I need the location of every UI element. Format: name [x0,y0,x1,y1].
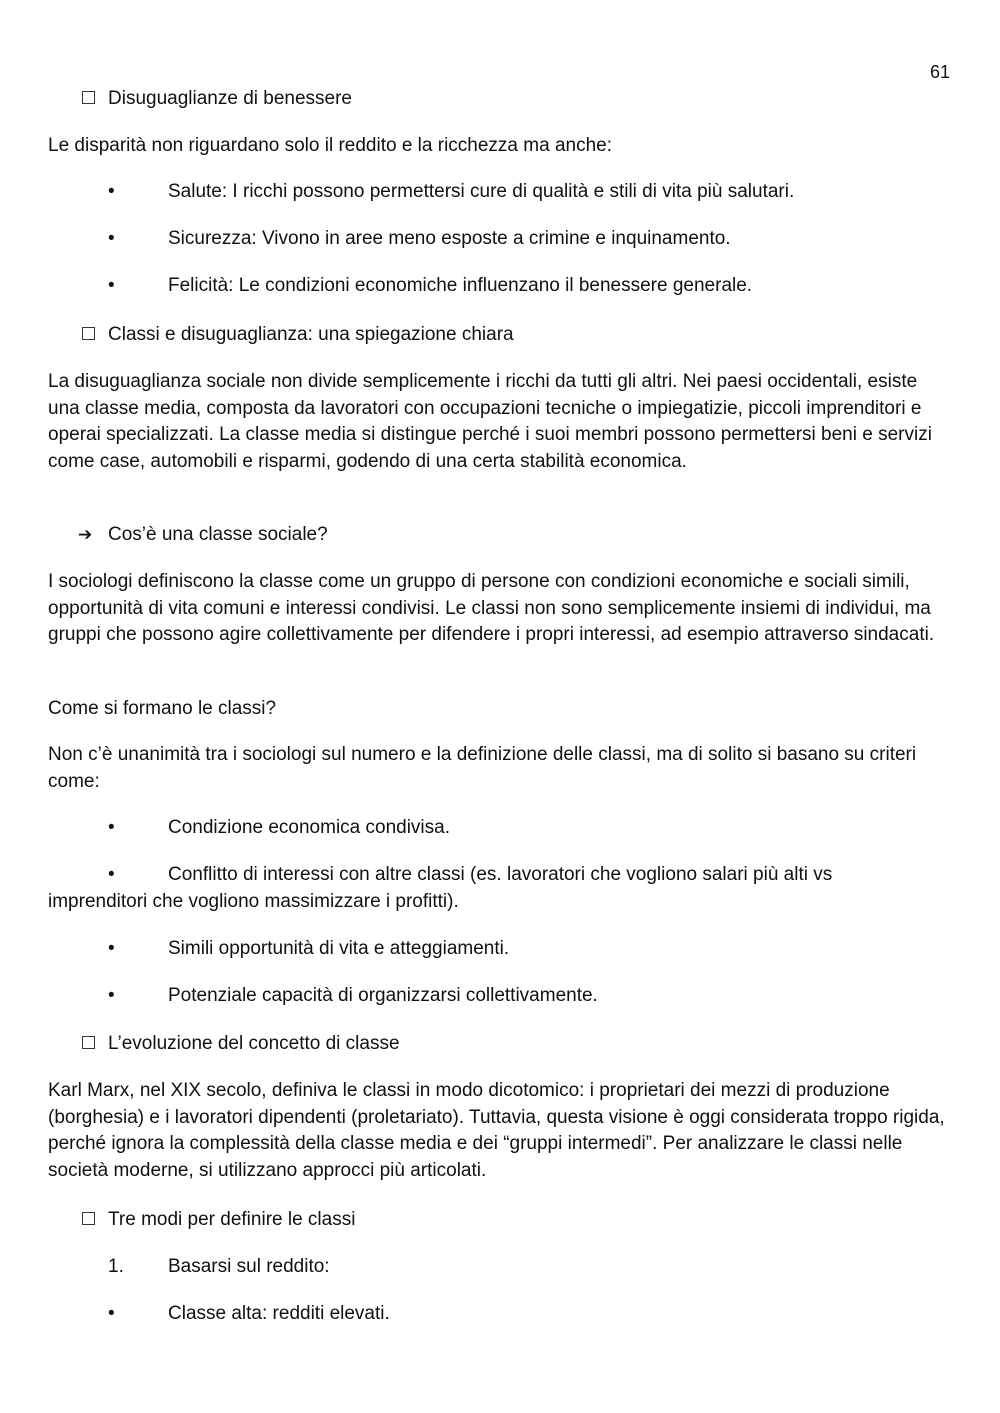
evoluzione-paragraph: Karl Marx, nel XIX secolo, definiva le classi in modo dicotomico: i proprietari dei mezzi di produzione (borghesia) e i lavoratori dipendenti (proletariato). Tuttavia, questa visione è oggi considerata troppo rigida, perché ignora la complessità della classe media e dei “gruppi intermedi”. Per analizzare le classi nelle società moderne, si utilizzano approcci più articolati. [48,1080,945,1181]
page-number: 61 [930,62,951,82]
bullet-icon: • [108,275,115,296]
list-number: 1. [108,1256,124,1277]
criteria-item: Condizione economica condivisa. [168,817,450,838]
list-item-sicurezza: Sicurezza: Vivono in aree meno esposte a crimine e inquinamento. [168,228,731,249]
section-heading-benessere: Disuguaglianze di benessere [108,88,352,109]
checkbox-icon[interactable] [82,327,95,340]
classi-paragraph: La disuguaglianza sociale non divide semplicemente i ricchi da tutti gli altri. Nei paesi occidentali, esiste una classe media, composta da lavoratori con occupazioni tecniche o impiegatizie, piccoli imprenditori e operai specializzati. La classe media si distingue perché i suoi membri possono permettersi beni e servizi come case, automobili e risparmi, godendo di una certa stabilità economica. [48,371,932,472]
bullet-icon: • [108,228,115,249]
bullet-icon: • [108,181,115,202]
section-heading-evoluzione: L’evoluzione del concetto di classe [108,1033,400,1054]
section-heading-classi: Classi e disuguaglianza: una spiegazione chiara [108,324,514,345]
criteria-intro-paragraph: Non c’è unanimità tra i sociologi sul numero e la definizione delle classi, ma di solito si basano su criteri come: [48,744,917,792]
definition-paragraph: I sociologi definiscono la classe come un gruppo di persone con condizioni economiche e sociali simili, opportunità di vita comuni e interessi condivisi. Le classi non sono semplicemente insiemi di individui, ma gruppi che possono agire collettivamente per difendere i propri interessi, ad esempio attraverso sindacati. [48,571,935,645]
numbered-item-reddito: Basarsi sul reddito: [168,1256,330,1277]
list-item-felicita: Felicità: Le condizioni economiche influenzano il benessere generale. [168,275,753,296]
arrow-icon: ➔ [78,525,93,545]
list-item-classe-alta: Classe alta: redditi elevati. [168,1303,390,1324]
list-item-salute: Salute: I ricchi possono permettersi cure di qualità e stili di vita più salutari. [168,181,795,202]
bullet-icon: • [108,1303,115,1324]
intro-paragraph: Le disparità non riguardano solo il reddito e la ricchezza ma anche: [48,135,612,156]
criteria-item: Conflitto di interessi con altre classi (es. lavoratori che vogliono salari più alti vs [168,864,833,885]
bullet-icon: • [108,817,115,838]
checkbox-icon[interactable] [82,91,95,104]
criteria-item: Potenziale capacità di organizzarsi collettivamente. [168,985,598,1006]
checkbox-icon[interactable] [82,1036,95,1049]
section-heading-modi: Tre modi per definire le classi [108,1209,356,1230]
bullet-icon: • [108,938,115,959]
question-heading: Come si formano le classi? [48,698,277,719]
criteria-item: Simili opportunità di vita e atteggiamenti. [168,938,510,959]
bullet-icon: • [108,864,115,885]
criteria-item-continuation: imprenditori che vogliono massimizzare i profitti). [48,891,459,912]
subheading-classe-sociale: Cos’è una classe sociale? [108,524,328,545]
checkbox-icon[interactable] [82,1212,95,1225]
bullet-icon: • [108,985,115,1006]
